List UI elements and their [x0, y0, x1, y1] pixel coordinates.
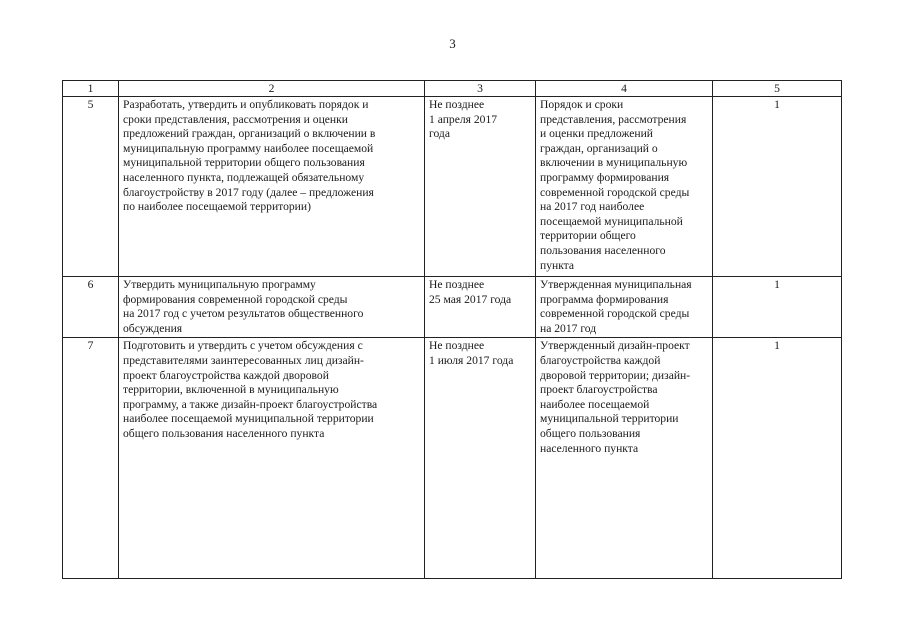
column-header-5: 5 [713, 81, 842, 97]
row-number: 5 [63, 97, 119, 277]
table-row [63, 97, 842, 277]
quantity-cell: 1 [713, 338, 842, 579]
column-header-2: 2 [119, 81, 425, 97]
activity-plan-table [62, 80, 842, 579]
deadline-text: Не позднее 25 мая 2017 года [429, 278, 512, 306]
page-number: 3 [449, 36, 456, 51]
result-text: Утвержденная муниципальная программа формирования современной городской среды на 2017 год [540, 278, 692, 335]
column-header-1: 1 [63, 81, 119, 97]
task-cell [119, 277, 425, 338]
task-text: Разработать, утвердить и опубликовать порядок и сроки представления, рассмотрения и оценки предложений граждан, организаций о включении в муниципальную программу наиболее посещаемой муниципальной территории общего пользования населенного пункта, подлежащей обязательному благоустройству в 2017 году (далее – предложения по наиболее посещаемой территории) [123, 98, 376, 214]
table-row [63, 277, 842, 338]
deadline-cell [425, 97, 536, 277]
row-number: 7 [63, 338, 119, 579]
result-cell [536, 97, 713, 277]
column-header-4: 4 [536, 81, 713, 97]
quantity-cell: 1 [713, 97, 842, 277]
result-text: Порядок и сроки представления, рассмотрения и оценки предложений граждан, организаций о включении в муниципальную программу формирования современной городской среды на 2017 год наиболее посещаемой муниципальной территории общего пользования населенного пункта [540, 98, 690, 272]
deadline-cell [425, 338, 536, 579]
task-cell [119, 338, 425, 579]
result-text: Утвержденный дизайн-проект благоустройства каждой дворовой территории; дизайн- проект благоустройства наиболее посещаемой муниципальной территории общего пользования населенного пункта [540, 339, 691, 455]
deadline-text: Не позднее 1 июля 2017 года [429, 339, 514, 367]
task-text: Утвердить муниципальную программу формирования современной городской среды на 2017 год с учетом результатов общественного обсуждения [123, 278, 364, 335]
task-text: Подготовить и утвердить с учетом обсуждения с представителями заинтересованных лиц дизайн- проект благоустройства каждой дворовой территории, включенной в муниципальную программу, а также дизайн-проект благоустройства наиболее посещаемой муниципальной территории общего пользования населенного пункта [123, 339, 378, 440]
task-cell [119, 97, 425, 277]
table-row [63, 338, 842, 579]
result-cell [536, 277, 713, 338]
result-cell [536, 338, 713, 579]
row-number: 6 [63, 277, 119, 338]
deadline-text: Не позднее 1 апреля 2017 года [429, 98, 498, 141]
quantity-cell: 1 [713, 277, 842, 338]
table-header-row [63, 81, 842, 97]
deadline-cell [425, 277, 536, 338]
column-header-3: 3 [425, 81, 536, 97]
